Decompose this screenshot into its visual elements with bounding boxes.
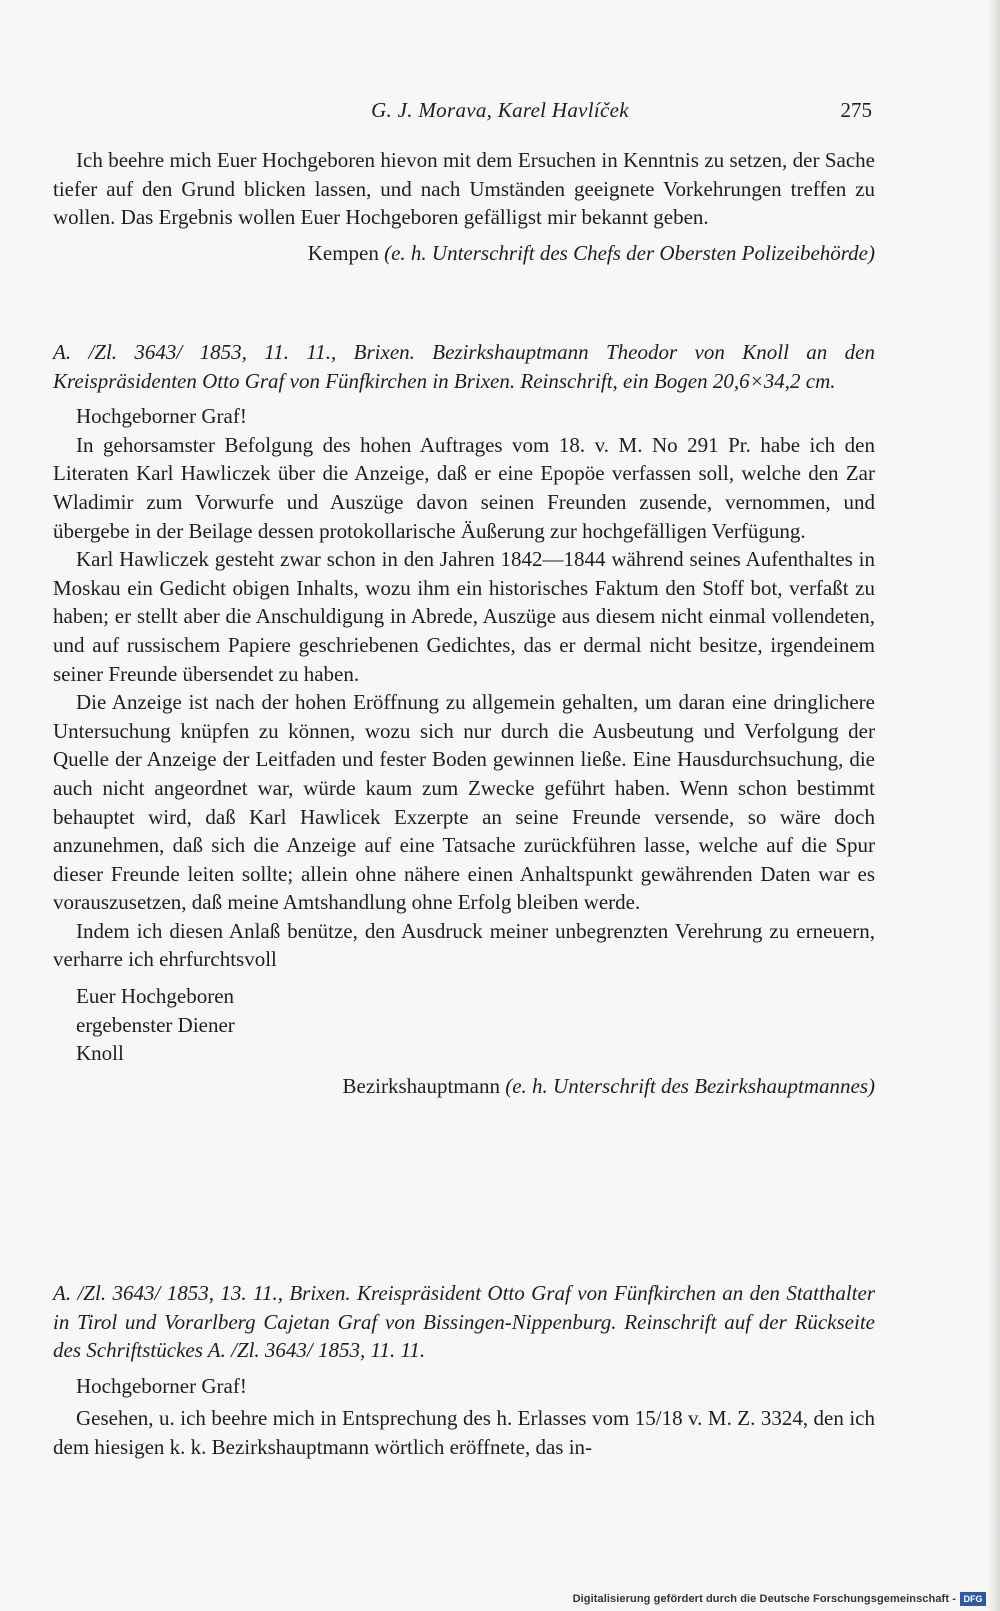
digitization-footer — [0, 1590, 1000, 1610]
page-header — [0, 98, 1000, 128]
running-head: G. J. Morava, Karel Havlíček — [371, 98, 629, 122]
signature-line — [53, 239, 875, 268]
document-heading: A. /Zl. 3643/ 1853, 13. 11., Brixen. Kreispräsident Otto Graf von Fünfkirchen an den Statthalter in Tirol und Vorarlberg Cajetan Graf von Bissingen-Nippenburg. Reinschrift auf der Rückseite des Schriftstückes A. /Zl. 3643/ 1853, 11. 11. — [53, 1281, 875, 1363]
signature-note: (e. h. Unterschrift des Bezirkshauptmannes) — [505, 1073, 875, 1098]
page-number: 275 — [840, 98, 872, 122]
letter-conclusion-block — [53, 146, 875, 267]
salutation: Hochgeborner Graf! — [76, 1373, 247, 1398]
signature-note: (e. h. Unterschrift des Chefs der Obersten Polizeibehörde) — [384, 240, 875, 265]
scan-edge-shadow — [988, 0, 1000, 1611]
signature-name: Kempen — [307, 240, 379, 265]
signature-line — [53, 1072, 875, 1101]
signature-name: Bezirkshauptmann — [342, 1073, 500, 1098]
body-paragraph: Ich beehre mich Euer Hochgeboren hievon mit dem Ersuchen in Kenntnis zu setzen, der Sache tiefer auf den Grund blicken lassen, und nach Umständen geeignete Vorkehrungen treffen zu wollen. Das Ergebnis wollen Euer Hochgeboren gefälligst mir bekannt geben. — [53, 148, 875, 230]
document-fuenfkirchen — [53, 1279, 875, 1462]
body-paragraph: Gesehen, u. ich beehre mich in Entsprechung des h. Erlasses vom 15/18 v. M. Z. 3324, den ich dem hiesigen k. k. Bezirkshauptmann wörtlich eröffnete, das in- — [53, 1406, 875, 1459]
closing-line: Euer Hochgeboren — [76, 984, 235, 1009]
body-paragraph: Karl Hawliczek gesteht zwar schon in den Jahren 1842—1844 während seines Aufenthaltes in Moskau ein Gedicht obigen Inhalts, wozu ihm ein historisches Faktum den Stoff bot, verfaßt zu haben; er stellt aber die Anschuldigung in Abrede, Auszüge aus diesem nicht einmal vollendeten, und auf russischem Papiere geschriebenen Gedichtes, das er dermal nicht besitze, irgendeinem seiner Freunde übersendet zu haben. — [53, 547, 875, 686]
funding-credit: Digitalisierung gefördert durch die Deutsche Forschungsgemeinschaft - — [572, 1593, 956, 1605]
body-paragraph: In gehorsamster Befolgung des hohen Auftrages vom 18. v. M. No 291 Pr. habe ich den Literaten Karl Hawliczek über die Anzeige, daß er eine Epopöe verfassen soll, welche den Zar Wladimir zum Vorwurfe und Auszüge davon seinen Freunden zusende, vernommen, und übergebe in der Beilage dessen protokollarische Äußerung zur hochgefälligen Verfügung. — [53, 432, 875, 543]
body-paragraph: Die Anzeige ist nach der hohen Eröffnung zu allgemein gehalten, um daran eine dringlichere Untersuchung knüpfen zu können, wozu sich nur durch die Ausbeutung und Verfolgung der Quelle der Anzeige der Leitfaden und fester Boden gewinnen ließe. Eine Hausdurchsuchung, die auch nicht angeordnet war, würde kaum zum Zwecke geführt haben. Wenn schon bestimmt behauptet wird, daß Karl Hawlicek Exzerpte an seine Freunde versende, so wäre doch anzunehmen, daß sich die Anzeige auf eine Tatsache zurückführen lasse, welche auf die Spur dieser Freunde leiten sollte; allein ohne nähere einen Anhaltspunkt gewährenden Daten war es vorauszusetzen, daß meine Amtshandlung ohne Erfolg bleiben werde. — [53, 690, 875, 915]
closing-line: ergebenster Diener — [76, 1012, 235, 1037]
closing-block — [53, 982, 875, 1068]
salutation: Hochgeborner Graf! — [76, 404, 247, 429]
body-paragraph: Indem ich diesen Anlaß benütze, den Ausdruck meiner unbegrenzten Verehrung zu erneuern, verharre ich ehrfurchtsvoll — [53, 918, 875, 972]
closing-line: Knoll — [76, 1041, 124, 1066]
dfg-logo: DFG — [960, 1592, 986, 1606]
document-knoll — [53, 338, 875, 1100]
document-heading: A. /Zl. 3643/ 1853, 11. 11., Brixen. Bezirkshauptmann Theodor von Knoll an den Kreispräsidenten Otto Graf von Fünfkirchen in Brixen. Reinschrift, ein Bogen 20,6×34,2 cm. — [53, 340, 875, 393]
